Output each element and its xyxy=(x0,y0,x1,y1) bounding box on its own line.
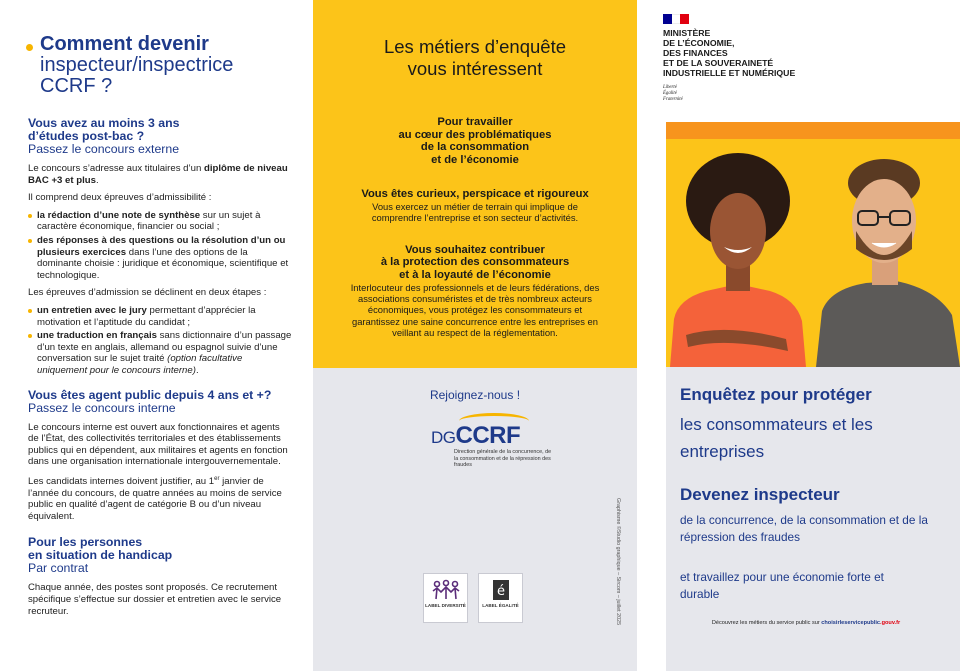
block-text: Vous exercez un métier de terrain qui implique de comprendre l’entreprise et son secteur d’activités. xyxy=(371,200,579,224)
block-work xyxy=(313,116,637,166)
text: dans l’une des options de la dominante choisie : juridique et économique, scientifique et technologique. xyxy=(37,246,289,281)
text-bold: la rédaction d’une note de synthèse xyxy=(37,209,201,221)
main-title-line-2: inspecteur/inspectrice xyxy=(40,54,234,76)
text: sur un sujet à caractère économique, financier ou social ; xyxy=(37,209,261,233)
paragraph xyxy=(28,163,293,186)
text-line: et de l’économie xyxy=(431,153,519,166)
headline-2: les consommateurs et les entreprises xyxy=(680,415,873,461)
section-heading-handicap xyxy=(28,536,293,562)
logo-arc-icon xyxy=(459,413,529,429)
paragraph: Le concours interne est ouvert aux fonctionnaires et agents de l’État, des collectivités territoriales et des établissements publics qui en dépendent, aux militaires et agents en fonction dans une organisation internationale intergouvernementale. xyxy=(28,421,288,468)
section-subheading-internal: Passez le concours interne xyxy=(28,400,176,415)
main-title xyxy=(26,34,293,97)
left-panel xyxy=(0,0,313,671)
text: Le concours s’adresse aux titulaires d’un xyxy=(28,163,204,174)
block-curious xyxy=(313,188,637,223)
footer-site[interactable]: choisirleservicepublic xyxy=(821,620,881,626)
list-item xyxy=(28,235,293,281)
footer-domain[interactable]: .gouv.fr xyxy=(880,620,901,626)
yellow-block xyxy=(313,0,637,368)
ministry-line: INDUSTRIELLE ET NUMÉRIQUE xyxy=(663,67,796,78)
bullet-list xyxy=(28,210,293,282)
section-subheading-external: Passez le concours externe xyxy=(28,142,180,156)
paragraph xyxy=(28,474,293,523)
motto-line: Liberté xyxy=(663,85,677,90)
logo-caption: Direction générale de la concurrence, de la consommation et de la répression des fraudes xyxy=(454,449,552,468)
section-heading-internal: Vous êtes agent public depuis 4 ans et +? xyxy=(28,387,272,402)
heading-line: Pour les personnes xyxy=(28,535,143,550)
right-panel xyxy=(637,0,960,671)
text-line: et à la loyauté de l’économie xyxy=(399,268,551,281)
text-line: au cœur des problématiques xyxy=(398,128,552,141)
bullet-list xyxy=(28,305,293,377)
text-line: à la protection des consommateurs xyxy=(380,256,570,269)
label-title: LABEL DIVERSITÉ xyxy=(425,603,466,608)
text-line: Pour travailler xyxy=(437,116,513,128)
headline-1: Enquêtez pour protéger xyxy=(680,385,872,404)
logo-ccrf: CCRF xyxy=(455,422,521,449)
heading-line: en situation de handicap xyxy=(28,548,173,563)
equality-icon xyxy=(486,579,516,601)
ministry-name xyxy=(663,29,795,79)
credit-text: Graphisme ©Studio graphique – Sircom – juillet 2025 xyxy=(615,498,621,626)
ministry-line: DE L’ÉCONOMIE, xyxy=(663,37,735,48)
ministry-line: MINISTÈRE xyxy=(663,28,711,38)
text: . xyxy=(95,174,99,186)
block-protect xyxy=(313,244,637,339)
join-text: Rejoignez-nous ! xyxy=(429,388,521,402)
headline-3: Devenez inspecteur xyxy=(680,485,840,504)
footer-link[interactable] xyxy=(676,620,936,626)
ministry-line: ET DE LA SOUVERAINETÉ xyxy=(663,57,774,68)
ministry-line: DES FINANCES xyxy=(663,47,728,58)
paragraph: Les épreuves d’admission se déclinent en deux étapes : xyxy=(28,287,267,299)
middle-title xyxy=(313,36,637,80)
orange-bar xyxy=(666,122,960,139)
headline-block xyxy=(666,367,960,671)
dgccrf-logo xyxy=(431,423,551,469)
section-subheading-handicap: Par contrat xyxy=(28,561,89,576)
text: permettant d’apprécier la motivation et l’aptitude du candidat ; xyxy=(37,304,256,328)
motto-line: Fraternité xyxy=(663,96,683,102)
labels xyxy=(423,573,523,623)
text-bold: un entretien avec le jury xyxy=(37,304,147,316)
text: . xyxy=(195,364,199,376)
text-line: de la consommation xyxy=(420,141,530,154)
text: janvier de l’année du concours, de quatre années au moins de service public en qualité d’agent de catégorie B ou d’un niveau équivalent. xyxy=(28,476,282,522)
motto xyxy=(663,85,683,102)
heading-line: Vous avez au moins 3 ans xyxy=(28,116,180,130)
text: Les candidats internes doivent justifier, au 1 xyxy=(28,476,215,488)
svg-text:é: é xyxy=(496,584,505,599)
section-heading-external xyxy=(28,117,293,143)
text-bold: une traduction en français xyxy=(37,330,157,342)
block-text: Interlocuteur des professionnels et de leurs fédérations, des associations consuméristes et de très nombreux acteurs économiques, vous protégez les consommateurs et garantissez une saine concurrence entre les entreprises en veillant au respect de la réglementation. xyxy=(350,281,600,339)
people-icon xyxy=(431,579,461,601)
main-title-bold: Comment devenir xyxy=(40,33,209,55)
text-bold: des réponses à des questions ou la résolution d’un ou plusieurs exercices xyxy=(37,234,286,258)
middle-panel xyxy=(313,0,637,671)
footer-text: Découvrez les métiers du service public sur xyxy=(711,620,822,626)
list-item xyxy=(28,210,293,233)
headline-5: et travaillez pour une économie forte et durable xyxy=(680,570,884,601)
grey-block xyxy=(313,368,637,671)
headline-4: de la concurrence, de la consommation et de la répression des fraudes xyxy=(680,513,928,544)
text-bold: diplôme de niveau BAC +3 et plus xyxy=(28,163,288,186)
flag-icon xyxy=(663,14,689,24)
text-line: Vous souhaitez contribuer xyxy=(405,243,545,256)
label-diversite xyxy=(423,573,468,623)
list-item xyxy=(28,305,293,328)
text: sans dictionnaire d’un passage d’un texte en anglais, allemand ou espagnol suivie d’une conversation sur le sujet traité xyxy=(37,330,292,365)
bullet-icon xyxy=(26,44,33,51)
logo-dg: DG xyxy=(431,428,456,447)
credit xyxy=(613,498,623,668)
photo xyxy=(666,139,960,367)
label-egalite xyxy=(478,573,523,623)
heading-line: d’études post-bac ? xyxy=(28,129,145,143)
list-item xyxy=(28,330,293,376)
text-italic: (option facultative uniquement pour le concours interne) xyxy=(37,353,243,376)
label-title: LABEL ÉGALITÉ xyxy=(482,603,519,608)
motto-line: Égalité xyxy=(663,90,677,96)
text-sup: er xyxy=(214,475,220,482)
people-photo xyxy=(666,139,960,367)
title-line: Les métiers d’enquête xyxy=(383,36,567,57)
main-title-line-3: CCRF ? xyxy=(40,75,113,97)
title-line: vous intéressent xyxy=(407,58,543,79)
block-heading: Vous êtes curieux, perspicace et rigoureux xyxy=(361,188,589,201)
paragraph: Chaque année, des postes sont proposés. Ce recrutement spécifique s’effectue sur dossier et entretien avec le service recruteur. xyxy=(28,582,282,617)
paragraph: Il comprend deux épreuves d’admissibilité : xyxy=(28,192,212,204)
